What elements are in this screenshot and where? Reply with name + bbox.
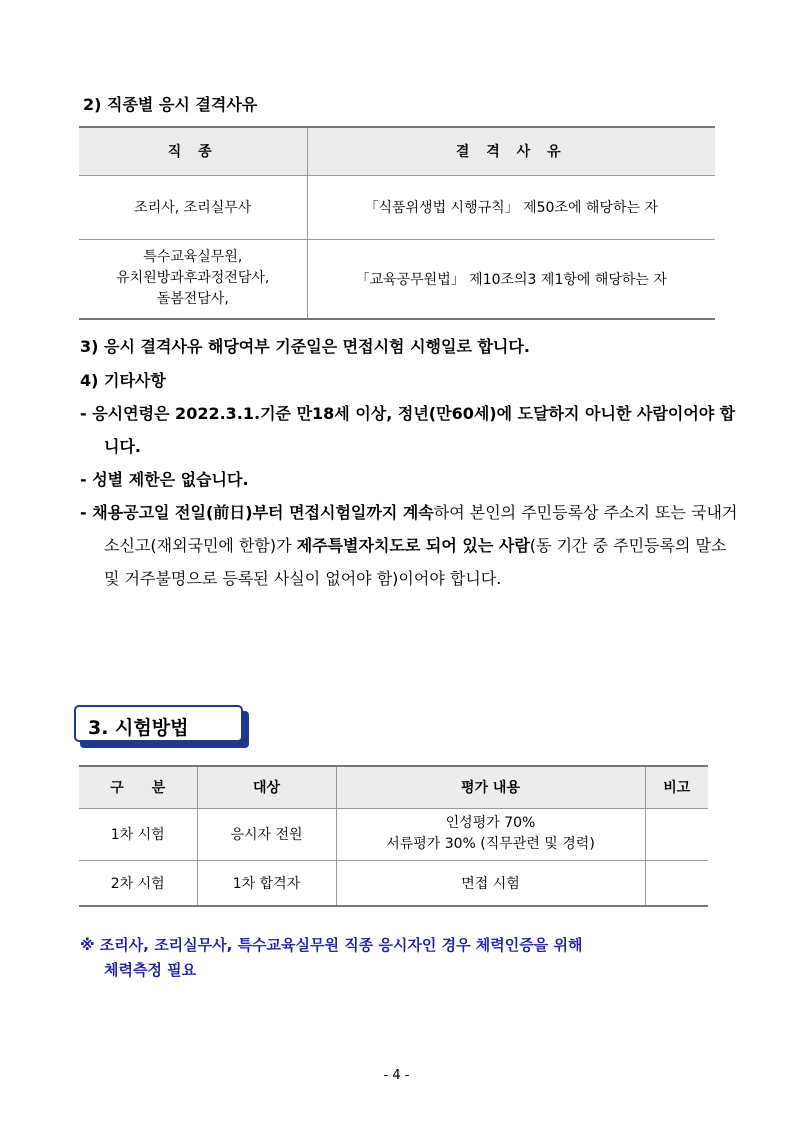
content-cell: 면접 시험 xyxy=(336,860,645,906)
note-line-1: ※ 조리사, 조리실무사, 특수교육실무원 직종 응시자인 경우 체력인증을 위해 xyxy=(80,936,583,954)
page-number: - 4 - xyxy=(383,1068,410,1083)
table-row xyxy=(79,808,708,860)
item-3: 3) 응시 결격사유 해당여부 기준일은 면접시험 시행일로 합니다. xyxy=(80,337,530,356)
section-3-title: 3. 시험방법 xyxy=(88,717,189,739)
bullet-residence xyxy=(80,496,744,595)
job-line: 특수교육실무원, xyxy=(143,249,243,266)
job-line: 유치원방과후과정전담사, xyxy=(116,270,270,287)
table-header-row xyxy=(79,766,708,808)
header-target: 대상 xyxy=(197,766,336,808)
note-cell xyxy=(645,808,708,860)
header-reason: 결 격 사 유 xyxy=(307,127,715,175)
residence-text-2: (동 기간 중 주민등록의 말소 및 거주불명으로 등록된 사실이 없어야 함)이어야 합니다. xyxy=(104,536,727,588)
content-cell xyxy=(336,808,645,860)
disqualification-table xyxy=(79,126,715,320)
job-line: 돌봄전담사, xyxy=(156,291,229,308)
table-header-row xyxy=(79,127,715,175)
section-3-title-box xyxy=(74,705,243,742)
bullet-age: - 응시연령은 2022.3.1.기준 만18세 이상, 정년(만60세)에 도달하지 아니한 사람이어야 합니다. xyxy=(80,404,736,456)
header-stage: 구 분 xyxy=(79,766,197,808)
bullet-gender: - 성별 제한은 없습니다. xyxy=(80,470,249,489)
stage-cell: 1차 시험 xyxy=(79,808,197,860)
job-cell: 조리사, 조리실무사 xyxy=(79,175,307,239)
exam-method-table xyxy=(79,765,708,907)
reason-cell: 「식품위생법 시행규칙」 제50조에 해당하는 자 xyxy=(307,175,715,239)
item-4-heading: 4) 기타사항 xyxy=(80,371,166,390)
header-job: 직 종 xyxy=(79,127,307,175)
content-line: 서류평가 30% (직무관련 및 경력) xyxy=(386,836,595,852)
reason-cell: 「교육공무원법」 제10조의3 제1항에 해당하는 자 xyxy=(307,239,715,319)
target-cell: 응시자 전원 xyxy=(197,808,336,860)
target-cell: 1차 합격자 xyxy=(197,860,336,906)
residence-text-1: 하여 본인의 주민등록상 주소지 또는 국내거소신고(재외국민에 한함)가 xyxy=(104,503,738,555)
note-line-2: 체력측정 필요 xyxy=(104,961,197,979)
stage-cell: 2차 시험 xyxy=(79,860,197,906)
table-row xyxy=(79,239,715,319)
table-row xyxy=(79,175,715,239)
header-note: 비고 xyxy=(645,766,708,808)
fitness-note xyxy=(80,933,720,983)
job-cell xyxy=(79,239,307,319)
section-2-heading: 2) 직종별 응시 결격사유 xyxy=(83,95,258,114)
table-row xyxy=(79,860,708,906)
header-content: 평가 내용 xyxy=(336,766,645,808)
note-cell xyxy=(645,860,708,906)
residence-bold-2: 제주특별자치도로 되어 있는 사람 xyxy=(296,536,530,555)
content-line: 인성평가 70% xyxy=(445,815,536,831)
residence-bold-1: - 채용공고일 전일(前日)부터 면접시험일까지 계속 xyxy=(80,503,434,522)
